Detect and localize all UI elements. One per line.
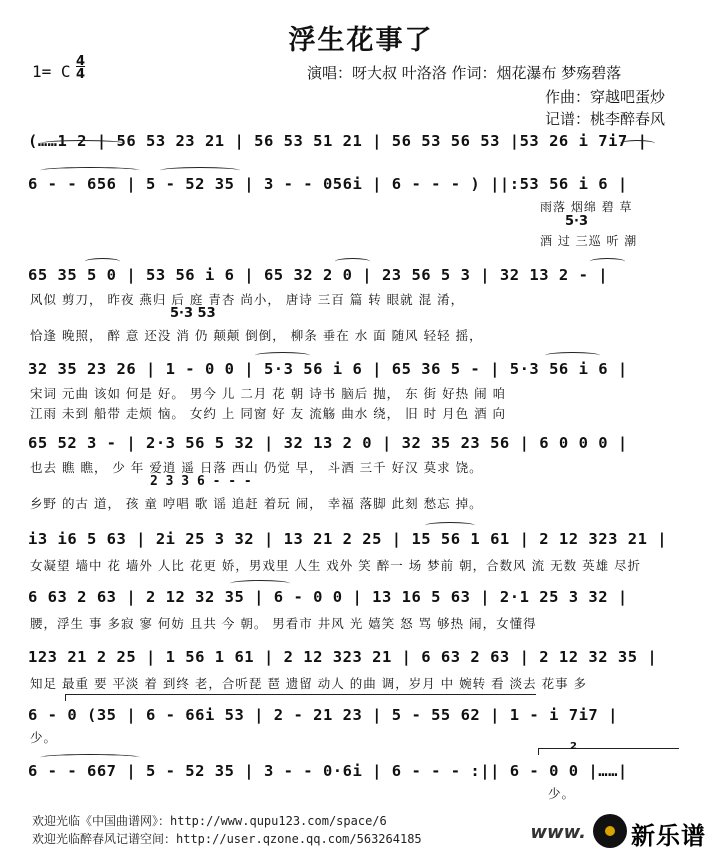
score-row-4-lyric-1: 宋词 元曲 该如 何是 好。 男今 儿 二月 花 朝 诗书 脑后 抛， 东 街 好热 闹 咱 (30, 386, 507, 401)
score-row-10-lyric-1: 少。 (548, 786, 576, 801)
score-row-5-notes: 65 52 3 - | 2·3 56 5 32 | 32 13 2 0 | 32 35 23 56 | 6 0 0 0 | (28, 434, 628, 452)
score-row-3-lyric-1: 风似 剪刀， 昨夜 燕归 后 庭 青杏 尚小， 唐诗 三百 篇 转 眼就 混 淆， (30, 292, 465, 307)
time-signature-bottom: 4 (76, 67, 86, 82)
site-watermark: www. (530, 822, 586, 843)
tie-mark (255, 352, 310, 359)
score-row-2-alt-notes: 5·3 (565, 214, 589, 229)
disc-icon (593, 814, 627, 848)
score-row-4-notes: 32 35 23 26 | 1 - 0 0 | 5·3 56 i 6 | 65 36 5 - | 5·3 56 i 6 | (28, 360, 628, 378)
tie-mark (40, 140, 125, 147)
score-row-3-alt-notes: 5·3 53 (170, 306, 216, 321)
score-row-3-notes: 65 35 5 0 | 53 56 i 6 | 65 32 2 0 | 23 56 5 3 | 32 13 2 - | (28, 266, 609, 284)
tie-mark (230, 580, 290, 587)
tie-mark (620, 140, 655, 147)
score-row-8-lyric-1: 知足 最重 要 平淡 着 到终 老，合听琵 琶 遗留 动人 的曲 调，岁月 中 婉转 看 淡去 花事 多 (30, 676, 588, 691)
volta-number: 2 (570, 741, 577, 752)
score-row-4-lyric-2: 江雨 未到 船带 走烦 恼。 女约 上 同窗 好 友 流觞 曲水 绕， 旧 时 月色 酒 向 (30, 406, 507, 421)
song-title: 浮生花事了 (288, 25, 434, 56)
logo-text: 新乐谱 (631, 822, 706, 850)
score-row-6-lyric-1: 女凝望 墙中 花 墙外 人比 花更 娇，男戏里 人生 戏外 笑 醉一 场 梦前 朝，合数风 流 无数 英雄 尽折 (30, 558, 642, 573)
credit-performers: 演唱：呀大叔 叶洛洛 作词：烟花瀑布 梦殇碧落 (307, 64, 622, 82)
time-signature-top: 4 (76, 54, 86, 69)
score-row-9-lyric-1: 少。 (30, 730, 58, 745)
volta-bracket-1 (65, 694, 536, 701)
score-row-5-lyric-1: 也去 瞧 瞧， 少 年 爱逍 遥 日落 西山 仍觉 早， 斗酒 三千 好汉 莫求 饶。 (30, 460, 483, 475)
score-row-10-notes: 6 - - 667 | 5 - 52 35 | 3 - - 0·6i | 6 - - - :|| 6 - 0 0 |……| (28, 762, 628, 780)
score-row-1-notes: (……1 2 | 56 53 23 21 | 56 53 51 21 | 56 53 56 53 |53 26 i 7i7 | (28, 132, 648, 150)
score-row-7-notes: 6 63 2 63 | 2 12 32 35 | 6 - 0 0 | 13 16 5 63 | 2·1 25 3 32 | (28, 588, 628, 606)
tie-mark (590, 258, 625, 265)
tie-mark (545, 352, 600, 359)
logo (589, 812, 714, 850)
score-row-8-notes: 123 21 2 25 | 1 56 1 61 | 2 12 323 21 | 6 63 2 63 | 2 12 32 35 | (28, 648, 658, 666)
score-row-2-lyric-1: 雨落 烟绵 碧 草 (540, 200, 633, 214)
tie-mark (335, 258, 370, 265)
volta-bracket-2 (538, 748, 679, 755)
footer-line-1: 欢迎光临《中国曲谱网》：http://www.qupu123.com/space/6 (32, 814, 387, 828)
footer-line-2: 欢迎光临醉春风记谱空间：http://user.qzone.qq.com/563264185 (32, 832, 422, 846)
score-row-9-notes: 6 - 0 (35 | 6 - 66i 53 | 2 - 21 23 | 5 - 55 62 | 1 - i 7i7 | (28, 706, 618, 724)
score-row-5-alt-notes: 2 3 3 6 - - - (150, 474, 252, 489)
score-row-5-lyric-2: 乡野 的古 道， 孩 童 哼唱 歌 谣 追赶 着玩 闹， 幸福 落脚 此刻 愁忘 掉。 (30, 496, 483, 511)
tie-mark (40, 754, 140, 761)
score-row-2-notes: 6 - - 656 | 5 - 52 35 | 3 - - 056i | 6 - - - ) ||:53 56 i 6 | (28, 175, 628, 193)
tie-mark (85, 258, 120, 265)
tie-mark (160, 167, 240, 174)
key-signature: 1= C (32, 62, 71, 81)
score-row-6-notes: i3 i6 5 63 | 2i 25 3 32 | 13 21 2 25 | 15 56 1 61 | 2 12 323 21 | (28, 530, 668, 548)
credit-transcriber: 记谱：桃李醉春风 (545, 110, 666, 128)
score-row-3-lyric-2: 恰逢 晚照， 醉 意 还没 消 仍 颠颠 倒倒， 柳条 垂在 水 面 随风 轻轻 摇， (30, 328, 483, 343)
credit-composer: 作曲：穿越吧蛋炒 (545, 88, 666, 106)
tie-mark (40, 167, 140, 174)
score-row-2-lyric-2: 酒 过 三巡 听 潮 (540, 234, 638, 248)
time-signature (76, 55, 85, 81)
tie-mark (425, 522, 475, 529)
score-row-7-lyric-1: 腰，浮生 事 多寂 寥 何妨 且共 今 朝。 男看市 井风 光 嬉笑 怒 骂 够热 闹，女懂得 (30, 616, 537, 631)
